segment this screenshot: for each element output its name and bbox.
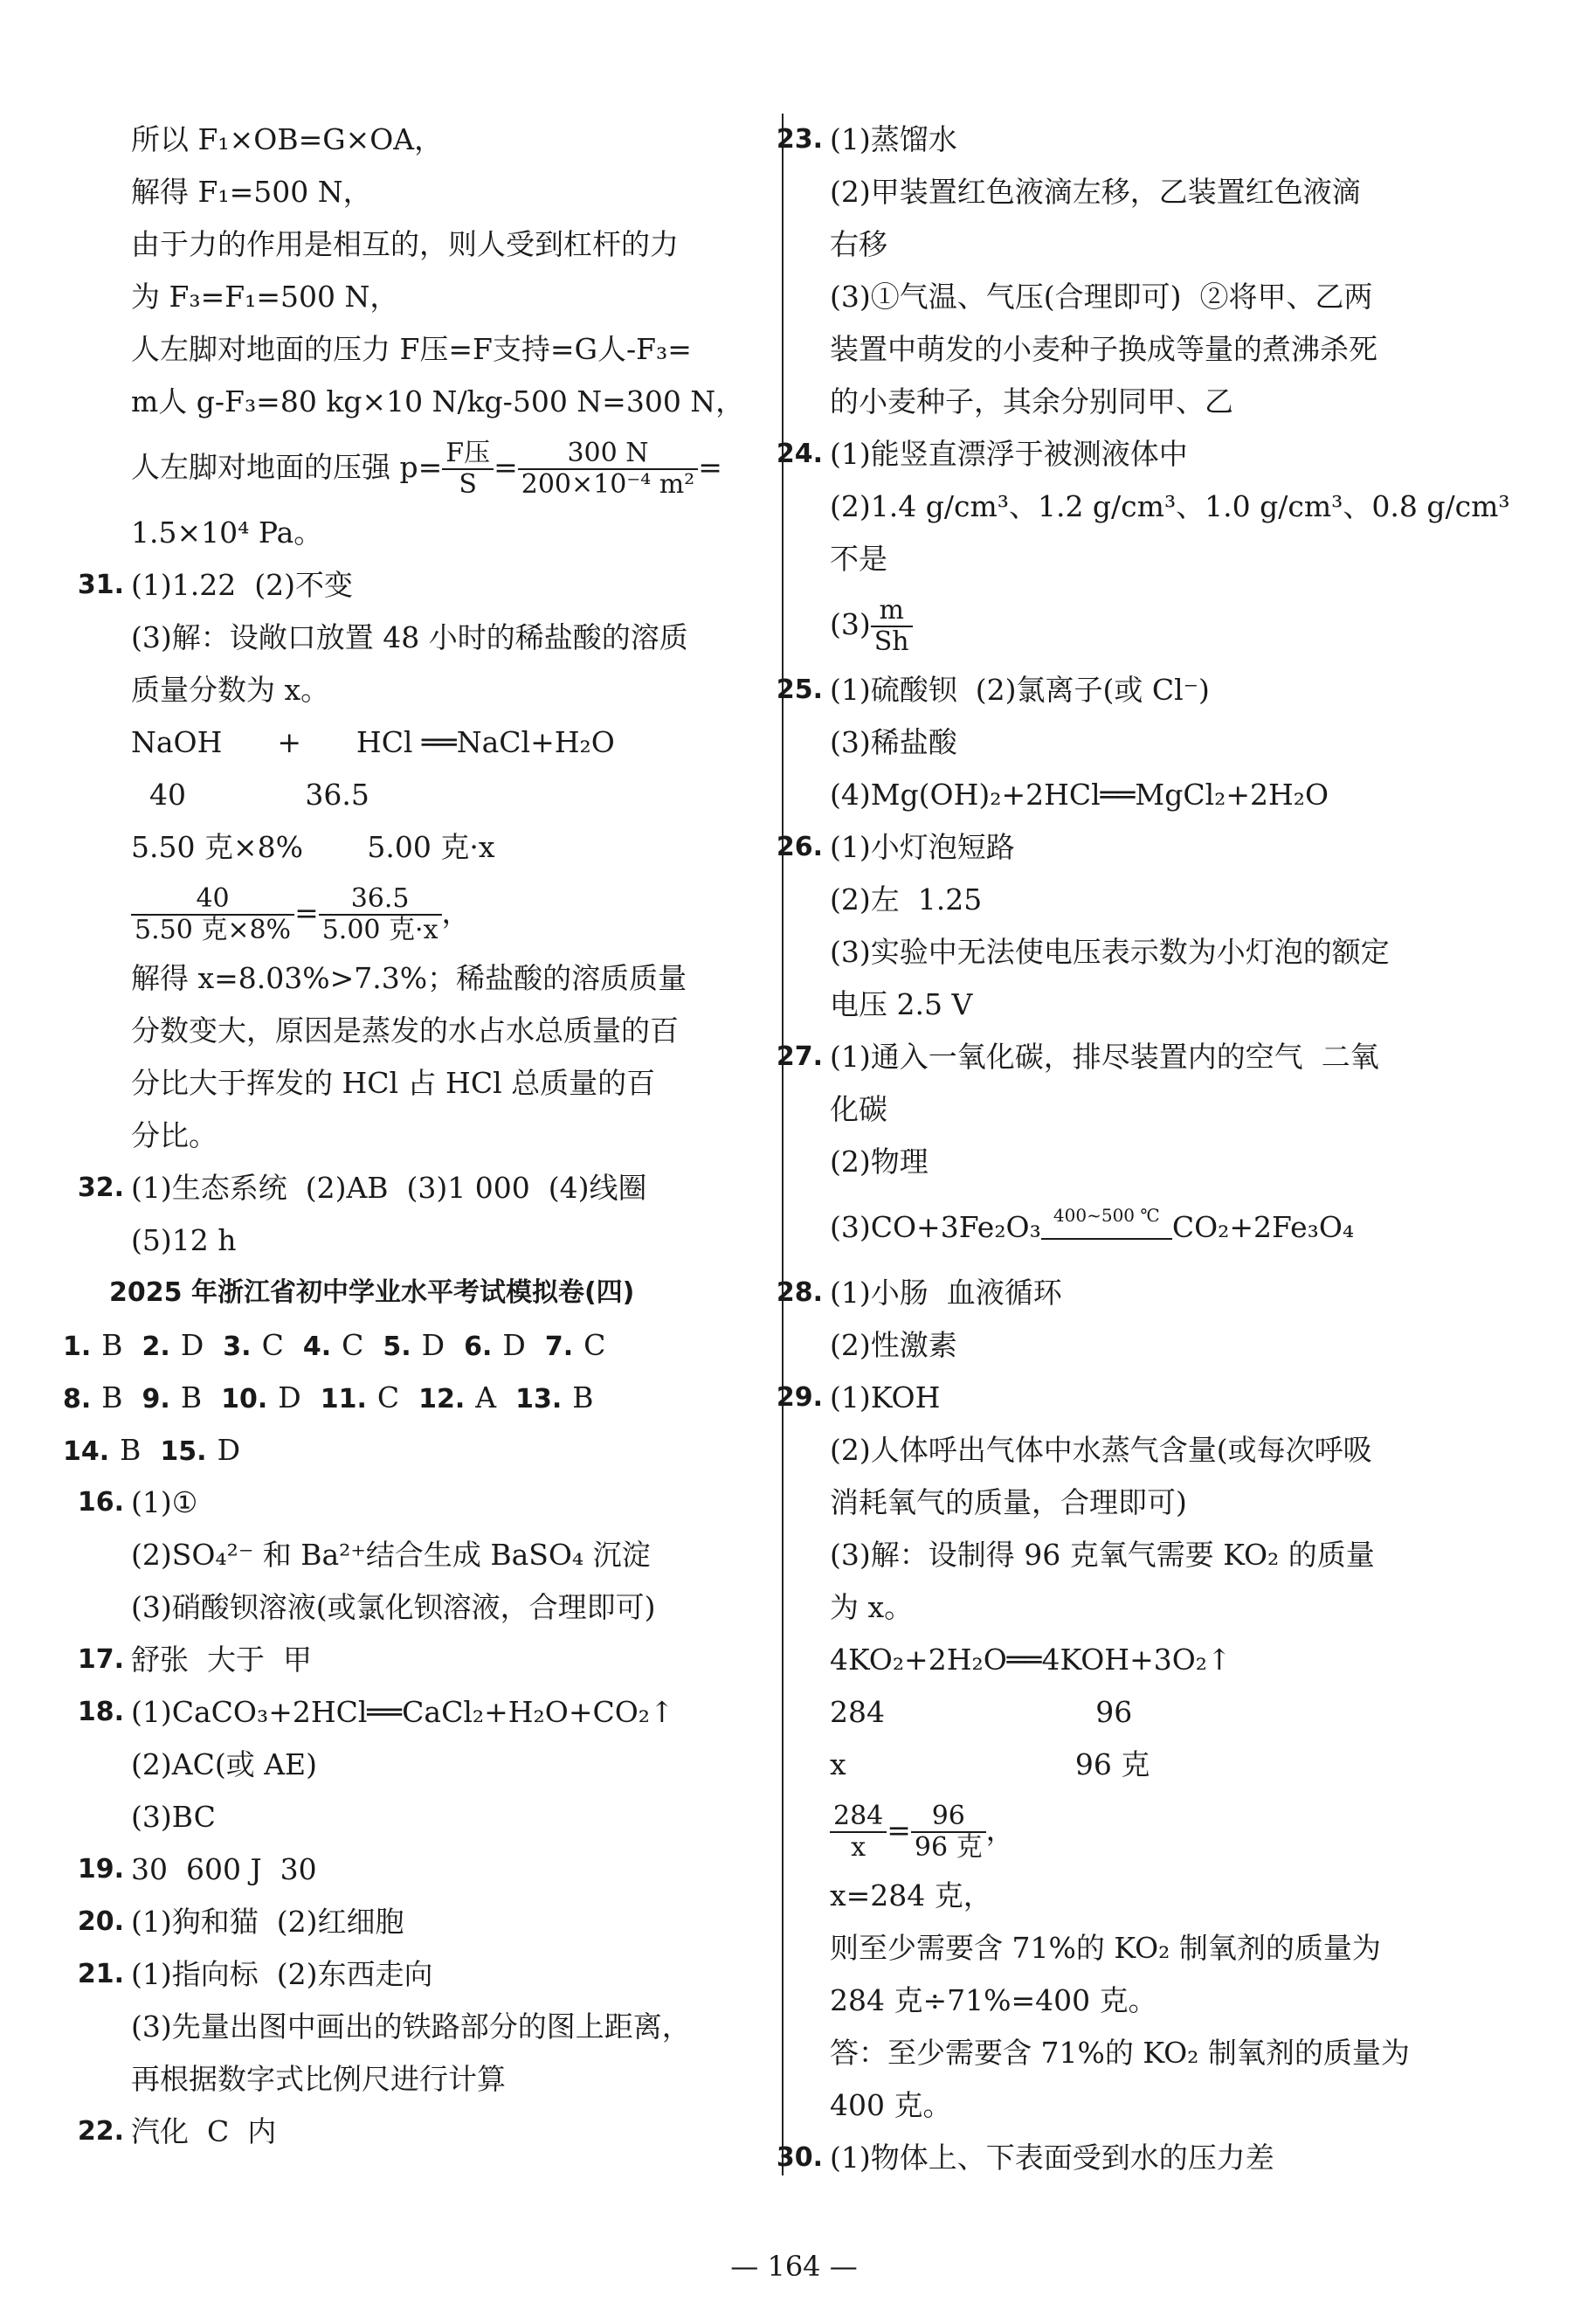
answer-line [77,2106,760,2158]
answer-line [830,1922,1494,1975]
question-number: 16. [77,1487,124,1518]
choice-answer: D [278,1380,301,1414]
answer-text: (3)解：设敞口放置 48 小时的稀盐酸的溶质 [131,620,688,654]
answer-line [131,507,760,559]
answer-line [830,926,1494,979]
answer-line [830,1083,1494,1136]
answer-line [131,2053,760,2106]
answer-text: (3)①气温、气压(合理即可) ②将甲、乙两 [830,280,1373,314]
answer-text: 装置中萌发的小麦种子换成等量的煮沸杀死 [830,332,1377,366]
answer-line [131,218,760,271]
answer-line [131,428,760,507]
answer-text: (3)先量出图中画出的铁路部分的图上距离， [131,2009,691,2044]
answer-line [830,1686,1494,1739]
answer-text: (1)狗和猫 (2)红细胞 [131,1905,404,1939]
answer-text: (2)AC(或 AE) [131,1747,317,1781]
answer-line [830,1529,1494,1581]
answer-line [131,1214,760,1267]
answer-text: 右移 [830,227,887,261]
answer-line [77,1477,760,1529]
choice-number: 11. [320,1384,367,1414]
choice-number: 5. [383,1331,411,1362]
choice-number: 10. [221,1384,268,1414]
choice-number: 13. [515,1384,563,1414]
answer-line [131,874,760,952]
answer-text: 5.50 克×8% 5.00 克·x [131,830,495,864]
answer-line [830,1319,1494,1372]
question-number: 22. [77,2116,124,2147]
answer-line [830,271,1494,323]
question-number: 28. [776,1277,823,1308]
answer-text: 电压 2.5 V [830,987,973,1021]
choice-answer: C [342,1328,364,1362]
choice-answer: B [101,1328,123,1362]
answer-line [131,1005,760,1057]
answer-line [776,2132,1494,2184]
choice-number: 4. [302,1331,332,1362]
answer-text: x=284 克， [830,1878,992,1912]
answer-line [830,1136,1494,1188]
answer-text: 1.5×10⁴ Pa。 [131,515,323,550]
answer-line [776,1031,1494,1083]
density-fraction-numerator: m [871,596,913,628]
answer-text: (1)KOH [830,1380,941,1414]
answer-text: (4)Mg(OH)₂+2HCl══MgCl₂+2H₂O [830,778,1329,812]
answer-text: (1)CaCO₃+2HCl══CaCl₂+H₂O+CO₂↑ [131,1695,674,1729]
answer-line [830,166,1494,218]
question-number: 26. [776,832,823,862]
ratio-fraction-a [830,1802,887,1864]
density-fraction [871,596,913,658]
left-column [63,114,760,2158]
choice-answer: C [261,1328,284,1362]
density-fraction-denominator: Sh [873,626,909,657]
answer-line [131,323,760,376]
choice-answer: B [101,1380,123,1414]
answer-line [131,1739,760,1791]
answer-text: (1)生态系统 (2)AB (3)1 000 (4)线圈 [131,1171,647,1205]
answer-text: 为 x。 [830,1590,914,1624]
choice-number: 2. [142,1331,170,1362]
answer-line [830,979,1494,1031]
answer-text: 4KO₂+2H₂O══4KOH+3O₂↑ [830,1643,1232,1677]
answer-text: x 96 克 [830,1747,1150,1781]
answer-line [77,1634,760,1686]
answer-line [830,2027,1494,2079]
answer-line [131,716,760,769]
answer-line [830,1424,1494,1477]
section-title: 2025 年浙江省初中学业水平考试模拟卷(四) [109,1277,635,1308]
answer-text: (2)甲装置红色液滴左移，乙装置红色液滴 [830,175,1361,209]
choice-number: 12. [418,1384,466,1414]
answer-text: 284 克÷71%=400 克。 [830,1983,1157,2017]
answer-text: 舒张 大于 甲 [131,1643,312,1677]
answer-text: (1)硫酸钡 (2)氯离子(或 Cl⁻) [830,673,1210,707]
ratio-fraction-b-denominator: 5.00 克·x [321,915,438,945]
answer-line [131,1791,760,1843]
ratio-fraction-a-numerator: 284 [830,1802,887,1834]
answer-line [131,952,760,1005]
answer-line [830,481,1510,533]
answer-text: 汽化 C 内 [131,2114,277,2148]
answer-text: 为 F₃=F₁=500 N， [131,280,399,314]
ratio-fraction-a-denominator: 5.50 克×8% [135,915,292,945]
answer-text: (1)小灯泡短路 [830,830,1015,864]
choice-number: 7. [544,1331,574,1362]
choice-answer: D [180,1328,204,1362]
choice-answer: B [180,1380,203,1414]
answer-line [776,1372,1494,1424]
answer-line [131,1057,760,1110]
answer-text: (1)小肠 血液循环 [830,1276,1062,1310]
choice-number: 6. [464,1331,493,1362]
answer-text: (2)SO₄²⁻ 和 Ba²⁺结合生成 BaSO₄ 沉淀 [131,1538,651,1572]
pressure-fraction-1-numerator: F压 [442,439,494,471]
answer-text: (1)蒸馏水 [830,122,957,156]
answer-line [776,821,1494,874]
answer-text: 由于力的作用是相互的，则人受到杠杆的力 [131,227,679,261]
answer-text: 的小麦种子，其余分别同甲、乙 [830,384,1233,418]
answer-text: (1)① [131,1485,198,1519]
question-number: 23. [776,124,823,155]
answer-text: 分数变大，原因是蒸发的水占水总质量的百 [131,1013,679,1048]
answer-text: (1)能竖直漂浮于被测液体中 [830,437,1188,471]
choice-answer-row [63,1372,692,1424]
pressure-fraction-1-denominator: S [459,469,477,500]
ratio-fraction-b-denominator: 96 克 [914,1832,983,1863]
answer-line [830,1634,1494,1686]
answer-text: (3)BC [131,1800,216,1834]
answer-text: 则至少需要含 71%的 KO₂ 制氧剂的质量为 [830,1931,1381,1965]
answer-line [77,1896,760,1948]
answer-text: (2)物理 [830,1145,929,1179]
answer-text: 人左脚对地面的压力 F压=F支持=G人-F₃= [131,332,692,366]
page-number: — 164 — [730,2250,858,2283]
answer-line [830,1188,1494,1267]
answer-line [131,769,760,821]
answer-line [830,1975,1494,2027]
choice-answer-row [63,1319,692,1372]
answer-text: $\frac{40}{\text{5.50 克×8\%}}$ = $\frac{36.5}{\text{5.00 克·x}}$ ， [131,896,471,930]
answer-line [776,428,1494,481]
answer-text: (2)1.4 g/cm³、1.2 g/cm³、1.0 g/cm³、0.8 g/cm³ [830,489,1510,523]
answer-text: 化碳 [830,1092,887,1126]
choice-answer: C [583,1328,606,1362]
choice-answer: C [376,1380,400,1414]
answer-text: m人 g-F₃=80 kg×10 N/kg-500 N=300 N， [131,384,745,418]
ratio-fraction-a [131,884,294,946]
question-number: 25. [776,674,823,705]
answer-text [830,1205,1355,1244]
answer-text: 再根据数字式比例尺进行计算 [131,2062,506,2096]
answer-line [77,559,760,612]
answer-line [830,1791,1494,1870]
answer-line [776,664,1494,716]
answer-text: (1)通入一氧化碳，排尽装置内的空气 二氧 [830,1040,1379,1074]
ratio-fraction-b [911,1802,986,1864]
answer-line [830,585,1494,664]
answer-line [131,271,760,323]
column-divider [782,114,784,2175]
answer-line [131,821,760,874]
answer-line [77,1686,760,1739]
answer-text: (1)物体上、下表面受到水的压力差 [830,2141,1274,2175]
question-number: 31. [77,570,124,600]
ratio-fraction-b [319,884,442,946]
ratio-fraction-b-numerator: 36.5 [319,884,442,916]
choice-number: 14. [63,1436,110,1467]
answer-text: (2)左 1.25 [830,882,983,916]
ratio-fraction-a-denominator: x [851,1832,866,1863]
answer-text: 400 克。 [830,2088,952,2122]
equation-right: CO₂+2Fe₃O₄ [1171,1210,1355,1244]
pressure-fraction-2-denominator: 200×10⁻⁴ m² [521,469,695,500]
answer-text: $\frac{284}{x}$ = $\frac{96}{\text{96 克}}$ ， [830,1813,1015,1847]
answer-line [77,1843,760,1896]
answer-text: (1)指向标 (2)东西走向 [131,1957,433,1991]
answer-text: 40 36.5 [131,778,369,812]
choice-number: 15. [160,1436,207,1467]
question-number: 32. [77,1172,124,1203]
question-number: 21. [77,1959,124,1989]
pressure-fraction-2-numerator: 300 N [518,439,698,471]
choice-answer-row [63,1424,692,1477]
answer-text: 不是 [830,542,887,576]
answer-text: (3)稀盐酸 [830,725,957,759]
choice-answer: B [572,1380,594,1414]
choice-answer: A [475,1380,497,1414]
pressure-prefix: 人左脚对地面的压强 p= [131,450,443,484]
answer-line [830,716,1494,769]
answer-line [131,114,760,166]
question-number: 20. [77,1906,124,1937]
answer-text: (3)解：设制得 96 克氧气需要 KO₂ 的质量 [830,1538,1375,1572]
answer-line [131,166,760,218]
answer-text: 分比大于挥发的 HCl 占 HCl 总质量的百 [131,1066,656,1100]
answer-text: (3)硝酸钡溶液(或氯化钡溶液，合理即可) [131,1590,656,1624]
answer-line [131,1581,760,1634]
question-number: 18. [77,1697,124,1727]
answer-line [131,612,760,664]
question-number: 30. [776,2142,823,2173]
question-number: 17. [77,1644,124,1675]
answer-line [776,114,1494,166]
reaction-condition-arrow [1041,1205,1172,1240]
answer-line [830,1870,1494,1922]
answer-text: 所以 F₁×OB=G×OA， [131,122,444,156]
question-number: 27. [776,1041,823,1072]
equation-left: (3)CO+3Fe₂O₃ [830,1210,1041,1244]
answer-line [131,2001,760,2053]
answer-text: 解得 x=8.03%>7.3%；稀盐酸的溶质质量 [131,961,687,995]
answer-line [830,1581,1494,1634]
answer-line [830,323,1494,376]
question-number: 24. [776,439,823,469]
answer-line [830,376,1494,428]
answer-text: (3)实验中无法使电压表示数为小灯泡的额定 [830,935,1390,969]
choice-answer: B [120,1433,142,1467]
answer-line [830,218,1494,271]
choice-answer: D [217,1433,241,1467]
choice-answer: D [421,1328,445,1362]
answer-line [830,1477,1494,1529]
answer-line [77,1162,760,1214]
answer-text [830,594,913,657]
msh-prefix: (3) [830,607,871,641]
ratio-fraction-a-numerator: 40 [131,884,294,916]
answer-line [830,1739,1494,1791]
answer-text: NaOH + HCl ══NaCl+H₂O [131,725,615,759]
answer-line [77,1948,760,2001]
choice-number: 3. [223,1331,252,1362]
question-number: 19. [77,1854,124,1885]
answer-line [830,2079,1494,2132]
answer-line [131,1110,760,1162]
question-number: 29. [776,1382,823,1413]
choice-number: 8. [63,1384,92,1414]
choice-number: 9. [142,1384,170,1414]
answer-text: (1)1.22 (2)不变 [131,568,353,602]
answer-text: 人左脚对地面的压强 p= $\frac{\text{F压}}{S}$ = $\frac{300 N}{\text{200×10⁻⁴ m²}}$ = [131,437,722,500]
pressure-fraction-1 [442,439,494,501]
answer-text: 消耗氧气的质量，合理即可) [830,1485,1187,1519]
answer-line [776,1267,1494,1319]
answer-text: 284 96 [830,1695,1133,1729]
answer-line [830,533,1494,585]
answer-text: (5)12 h [131,1223,237,1257]
ratio-fraction-b-numerator: 96 [911,1802,986,1834]
answer-line [131,376,760,428]
answer-line [830,874,1494,926]
answer-text: 质量分数为 x。 [131,673,330,707]
answer-text: (2)人体呼出气体中水蒸气含量(或每次呼吸 [830,1433,1372,1467]
reaction-condition: 400~500 ℃ [1053,1205,1160,1226]
answer-text: 答：至少需要含 71%的 KO₂ 制氧剂的质量为 [830,2036,1410,2070]
answer-text: 分比。 [131,1118,217,1152]
answer-line [830,769,1494,821]
answer-line [131,664,760,716]
answer-text: 解得 F₁=500 N， [131,175,372,209]
answer-text: (2)性激素 [830,1328,957,1362]
choice-answer: D [502,1328,526,1362]
pressure-fraction-2 [518,439,698,501]
choice-number: 1. [63,1331,92,1362]
right-column [776,114,1510,2184]
answer-line [131,1529,760,1581]
answer-text: 30 600 J 30 [131,1852,317,1886]
